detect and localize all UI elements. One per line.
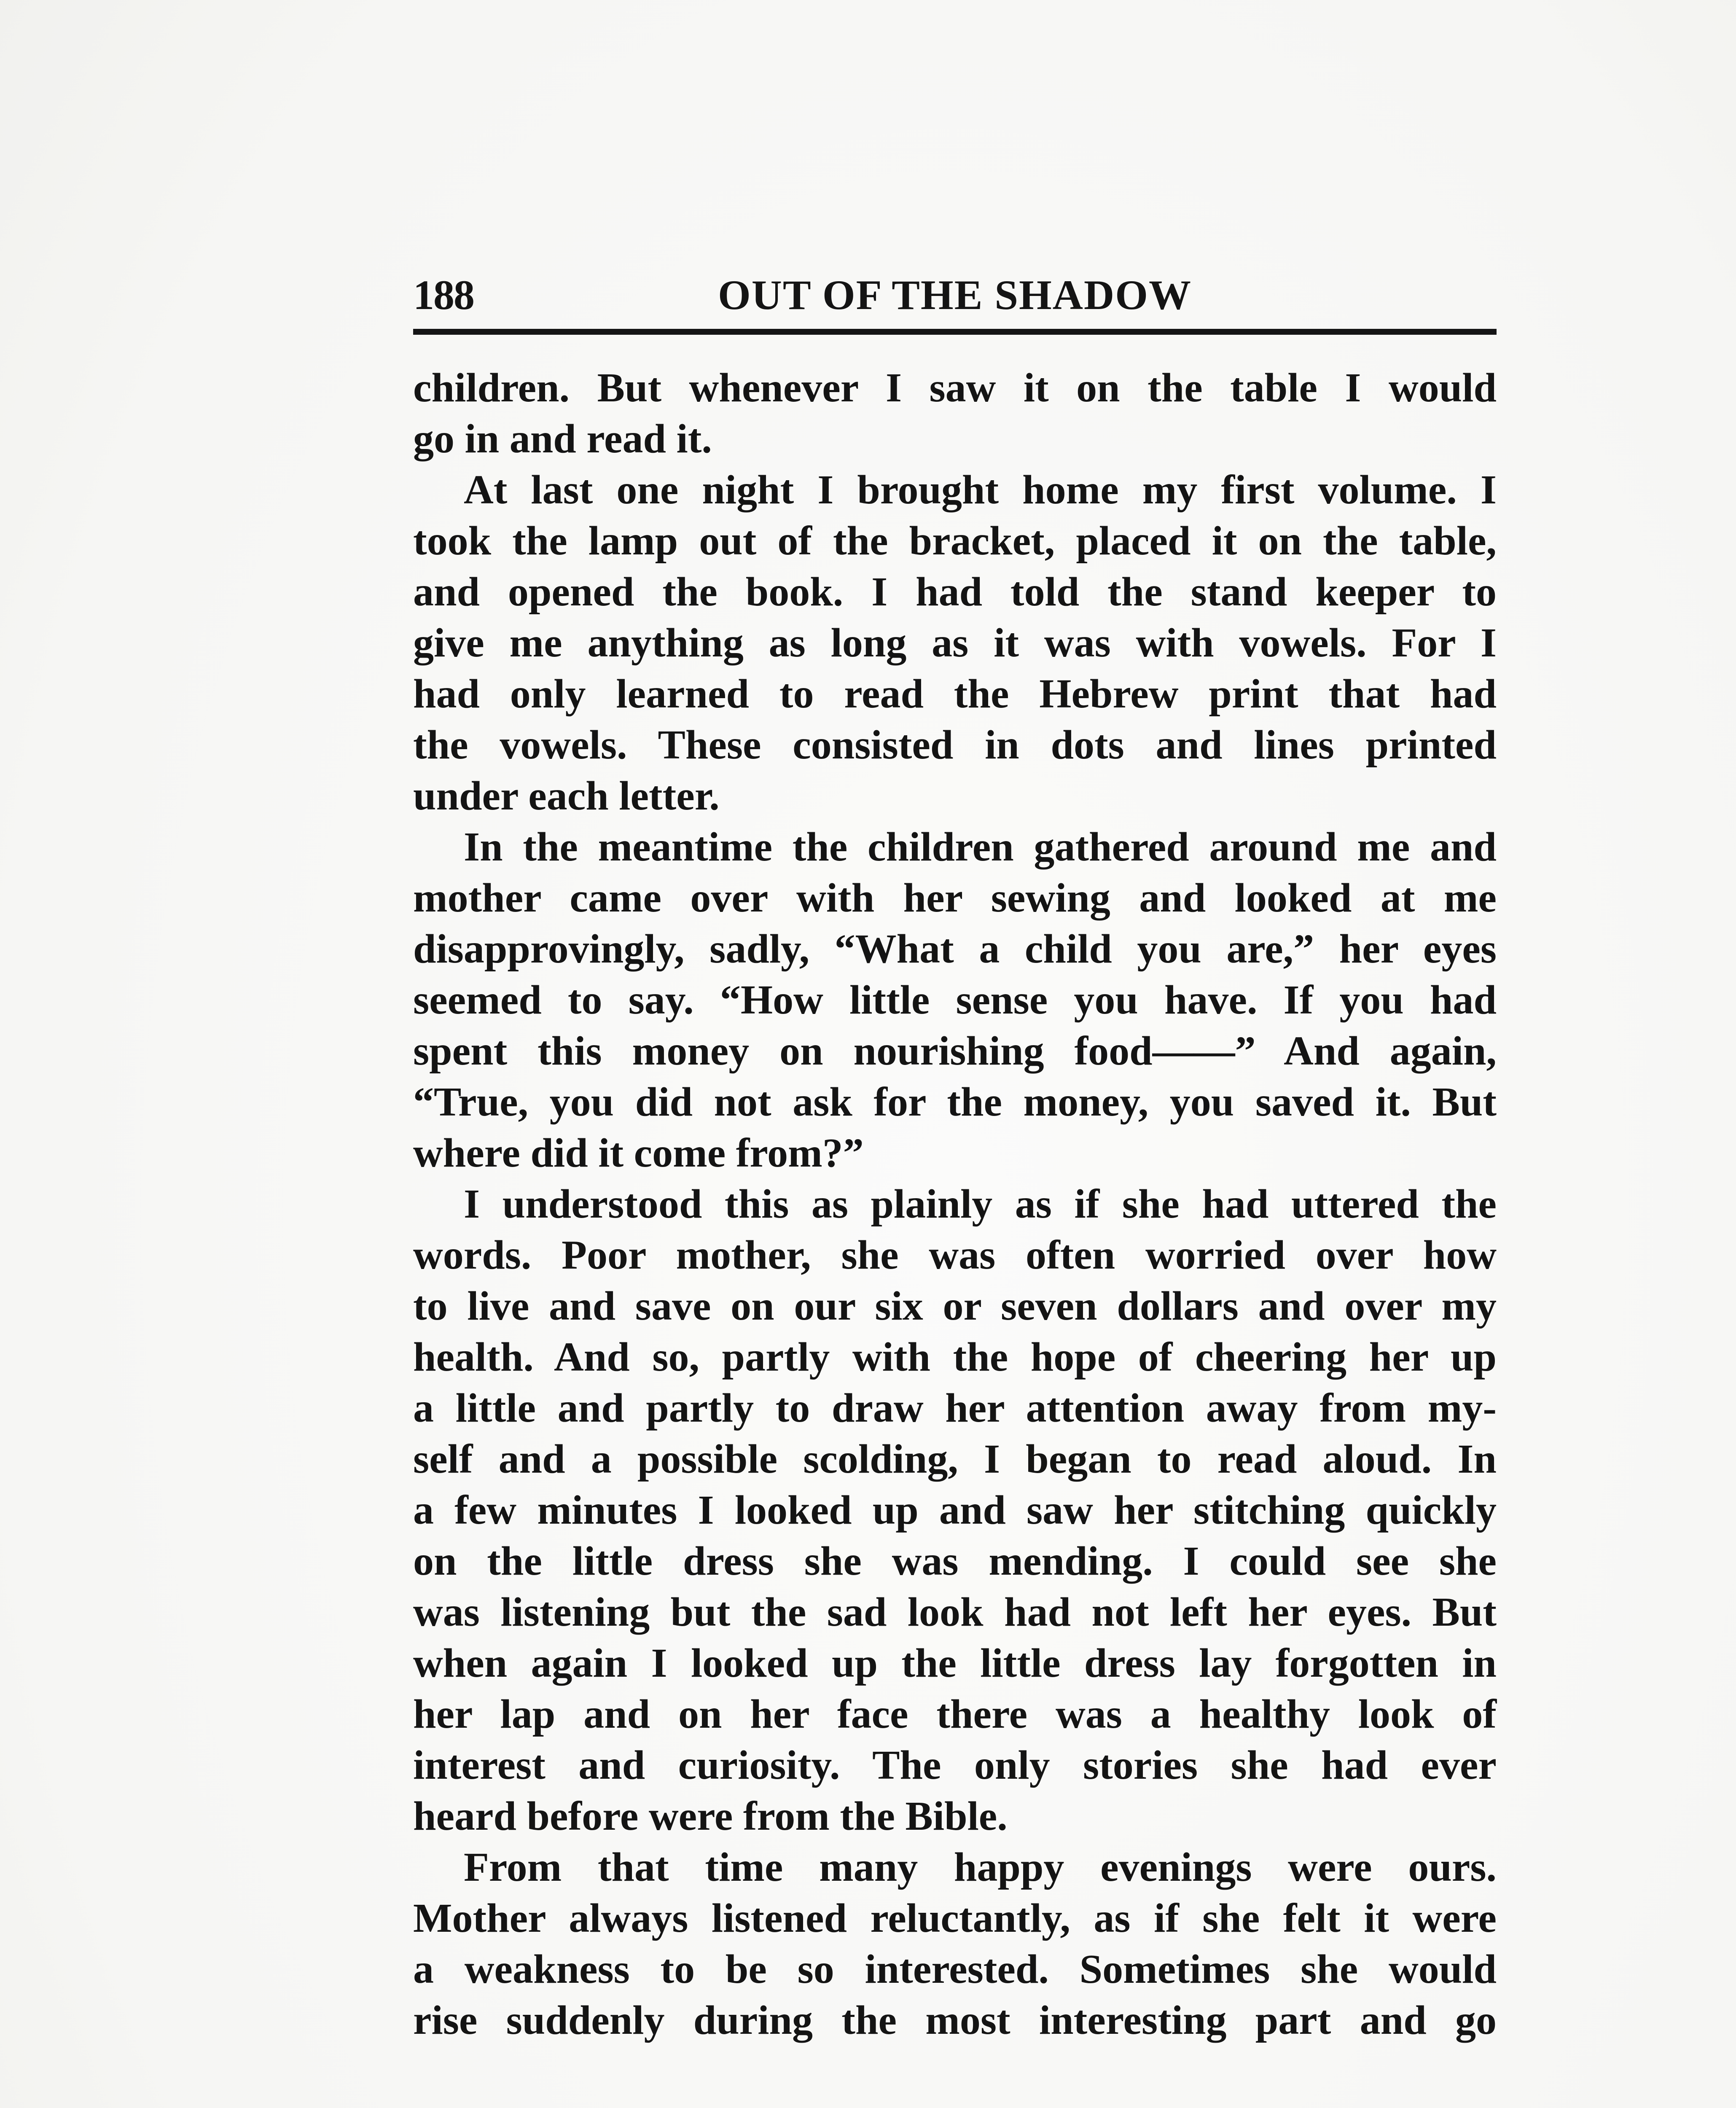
text-line: give me anything as long as it was with vowels. For I [413,620,1497,666]
text-line: children. But whenever I saw it on the table I would [413,365,1497,411]
text-line: a weakness to be so interested. Sometimes she would [413,1947,1497,1992]
text-line: seemed to say. “How little sense you have. If you had [413,977,1497,1023]
text-line: a little and partly to draw her attention away from my- [413,1385,1497,1431]
text-line: where did it come from?” [413,1130,864,1176]
text-line: From that time many happy evenings were ours. [464,1844,1497,1890]
header-rule [413,329,1497,335]
text-line: heard before were from the Bible. [413,1793,1008,1839]
text-line: Mother always listened reluctantly, as if she felt it were [413,1896,1497,1941]
text-line: under each letter. [413,773,720,819]
text-line: her lap and on her face there was a healthy look of [413,1691,1497,1737]
text-line: disapprovingly, sadly, “What a child you are,” her eyes [413,926,1497,972]
text-line: spent this money on nourishing food——” And again, [413,1028,1497,1074]
body-text [413,363,1497,2046]
text-line: and opened the book. I had told the stand keeper to [413,569,1497,615]
text-line: was listening but the sad look had not left her eyes. But [413,1589,1497,1635]
text-line: I understood this as plainly as if she had uttered the [464,1181,1497,1227]
text-line: health. And so, partly with the hope of cheering her up [413,1334,1497,1380]
text-line: had only learned to read the Hebrew print that had [413,671,1497,717]
text-line: took the lamp out of the bracket, placed it on the table, [413,518,1497,564]
text-line: At last one night I brought home my first volume. I [464,467,1497,513]
text-line: self and a possible scolding, I began to read aloud. In [413,1436,1497,1482]
running-title: OUT OF THE SHADOW [718,272,1192,318]
page-number: 188 [413,272,474,318]
text-line: a few minutes I looked up and saw her stitching quickly [413,1487,1497,1533]
text-line: rise suddenly during the most interesting part and go [413,1998,1497,2043]
text-line: In the meantime the children gathered around me and [464,824,1497,870]
text-line: when again I looked up the little dress lay forgotten in [413,1640,1497,1686]
text-line: the vowels. These consisted in dots and lines printed [413,722,1497,768]
text-line: words. Poor mother, she was often worried over how [413,1232,1497,1278]
page-header [413,270,1497,320]
text-line: on the little dress she was mending. I could see she [413,1538,1497,1584]
text-line: to live and save on our six or seven dollars and over my [413,1283,1497,1329]
text-line: “True, you did not ask for the money, you saved it. But [413,1079,1497,1125]
text-line: mother came over with her sewing and looked at me [413,875,1497,921]
text-line: interest and curiosity. The only stories she had ever [413,1742,1497,1788]
text-line: go in and read it. [413,416,712,462]
